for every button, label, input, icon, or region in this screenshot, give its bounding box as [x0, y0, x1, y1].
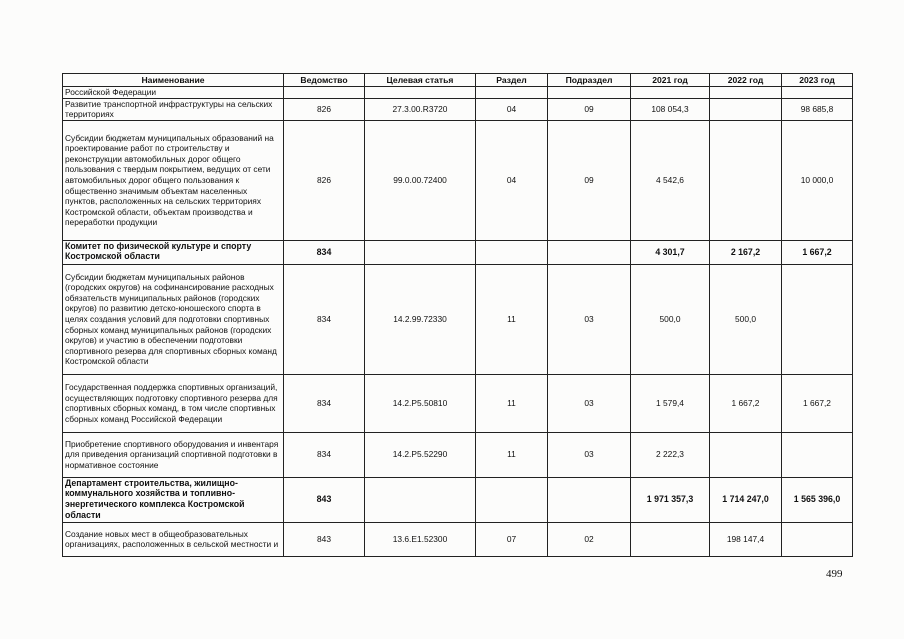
row-subsection: 02: [548, 522, 631, 556]
row-subsection: 03: [548, 432, 631, 477]
table-row: [63, 120, 853, 240]
table-header-row: [63, 74, 853, 87]
row-2021: 2 222,3: [631, 432, 710, 477]
row-name: Приобретение спортивного оборудования и инвентаря для приведения организаций спортивной подготовки в нормативное состояние: [63, 432, 284, 477]
row-section: [476, 477, 548, 522]
row-2022: [710, 120, 782, 240]
table-row: [63, 240, 853, 264]
row-2023: 1 667,2: [782, 374, 853, 432]
row-section: 04: [476, 120, 548, 240]
table-row: [63, 87, 853, 99]
row-2022: [710, 432, 782, 477]
row-2022: [710, 87, 782, 99]
row-article: 14.2.P5.50810: [365, 374, 476, 432]
row-2023: [782, 432, 853, 477]
table-row: [63, 477, 853, 522]
row-2021: 1 971 357,3: [631, 477, 710, 522]
table-row: [63, 432, 853, 477]
table-row: [63, 522, 853, 556]
row-dept: 826: [284, 98, 365, 120]
table-row: [63, 374, 853, 432]
row-dept: 843: [284, 477, 365, 522]
row-name: Департамент строительства, жилищно-коммунального хозяйства и топливно-энергетического комплекса Костромской области: [63, 477, 284, 522]
row-article: [365, 87, 476, 99]
row-dept: 834: [284, 374, 365, 432]
row-section: [476, 87, 548, 99]
row-name: Создание новых мест в общеобразовательных организациях, расположенных в сельской местности и: [63, 522, 284, 556]
header-dept: Ведомство: [284, 74, 365, 87]
row-article: [365, 477, 476, 522]
row-name: Государственная поддержка спортивных организаций, осуществляющих подготовку спортивного резерва для спортивных сборных команд, в том числе спортивных сборных команд Российской Федерации: [63, 374, 284, 432]
row-2023: [782, 87, 853, 99]
row-2023: [782, 522, 853, 556]
header-name: Наименование: [63, 74, 284, 87]
row-subsection: 03: [548, 374, 631, 432]
row-article: 13.6.E1.52300: [365, 522, 476, 556]
header-section: Раздел: [476, 74, 548, 87]
header-2021: 2021 год: [631, 74, 710, 87]
row-2022: 2 167,2: [710, 240, 782, 264]
row-section: [476, 240, 548, 264]
row-2023: [782, 264, 853, 374]
row-subsection: [548, 477, 631, 522]
header-2023: 2023 год: [782, 74, 853, 87]
row-name: Российской Федерации: [63, 87, 284, 99]
row-2022: 500,0: [710, 264, 782, 374]
row-2023: 98 685,8: [782, 98, 853, 120]
row-2021: 4 301,7: [631, 240, 710, 264]
row-subsection: [548, 240, 631, 264]
row-subsection: 09: [548, 120, 631, 240]
table-row: [63, 264, 853, 374]
row-article: 14.2.P5.52290: [365, 432, 476, 477]
row-section: 11: [476, 432, 548, 477]
row-2023: 1 565 396,0: [782, 477, 853, 522]
header-subsection: Подраздел: [548, 74, 631, 87]
row-dept: [284, 87, 365, 99]
row-name: Комитет по физической культуре и спорту Костромской области: [63, 240, 284, 264]
row-2021: 1 579,4: [631, 374, 710, 432]
row-2022: 1 714 247,0: [710, 477, 782, 522]
row-dept: 843: [284, 522, 365, 556]
row-dept: 834: [284, 432, 365, 477]
row-2021: 4 542,6: [631, 120, 710, 240]
row-2022: 198 147,4: [710, 522, 782, 556]
budget-table: [62, 73, 853, 557]
page-number: 499: [826, 568, 843, 580]
row-2021: [631, 87, 710, 99]
row-subsection: 03: [548, 264, 631, 374]
row-dept: 834: [284, 240, 365, 264]
row-dept: 834: [284, 264, 365, 374]
row-2022: 1 667,2: [710, 374, 782, 432]
row-2021: [631, 522, 710, 556]
row-2023: 10 000,0: [782, 120, 853, 240]
header-article: Целевая статья: [365, 74, 476, 87]
row-2023: 1 667,2: [782, 240, 853, 264]
row-subsection: [548, 87, 631, 99]
row-section: 07: [476, 522, 548, 556]
header-2022: 2022 год: [710, 74, 782, 87]
row-2022: [710, 98, 782, 120]
row-article: 27.3.00.R3720: [365, 98, 476, 120]
row-section: 04: [476, 98, 548, 120]
row-section: 11: [476, 374, 548, 432]
row-name: Развитие транспортной инфраструктуры на сельских территориях: [63, 98, 284, 120]
row-2021: 108 054,3: [631, 98, 710, 120]
table-row: [63, 98, 853, 120]
row-article: [365, 240, 476, 264]
row-article: 14.2.99.72330: [365, 264, 476, 374]
row-name: Субсидии бюджетам муниципальных образований на проектирование работ по строительству и реконструкции автомобильных дорог общего пользования с твердым покрытием, ведущих от сети автомобильных дорог общего пользования к общественно значимым объектам населенных пунктов, расположенных на сельских территориях Костромской области, объектам производства и переработки продукции: [63, 120, 284, 240]
row-section: 11: [476, 264, 548, 374]
row-article: 99.0.00.72400: [365, 120, 476, 240]
row-name: Субсидии бюджетам муниципальных районов (городских округов) на софинансирование расходных обязательств муниципальных районов (городских округов) по развитию детско-юношеского спорта в целях создания условий для подготовки спортивных сборных команд муниципальных районов (городских округов) и участию в обеспечении подготовки спортивного резерва для спортивных сборных команд Костромской области: [63, 264, 284, 374]
row-2021: 500,0: [631, 264, 710, 374]
row-subsection: 09: [548, 98, 631, 120]
row-dept: 826: [284, 120, 365, 240]
